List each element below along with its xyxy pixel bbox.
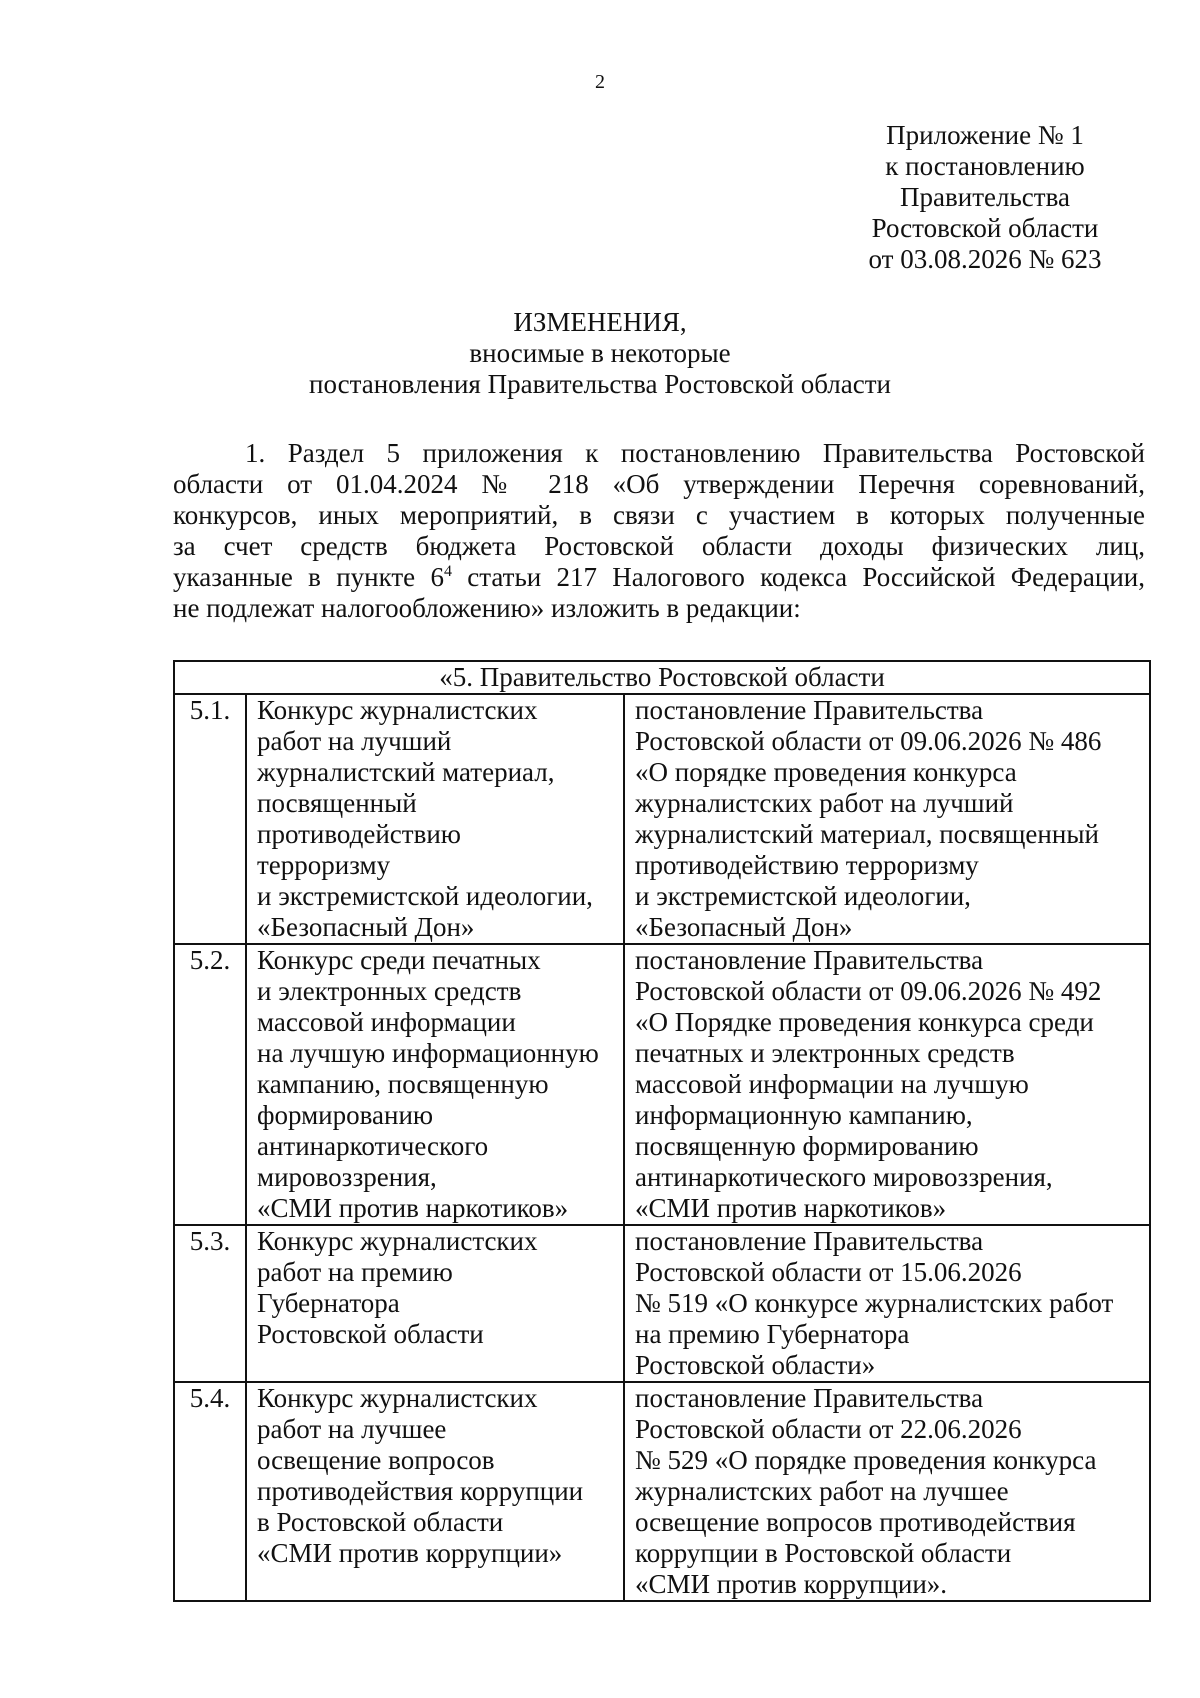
legal-act-cell (624, 694, 1150, 944)
legal-act-line: коррупции в Ростовской области (635, 1538, 1012, 1568)
row-number: 5.1. (174, 694, 246, 944)
row-number: 5.2. (174, 944, 246, 1225)
paragraph-line: области от 01.04.2024 № 218 «Об утверждении Перечня соревнований, (173, 469, 1145, 499)
event-name-line: Конкурс журналистских (257, 1226, 538, 1256)
table-row (174, 944, 1150, 1225)
document-title (0, 307, 1200, 400)
legal-act-cell (624, 944, 1150, 1225)
event-name-cell (246, 1225, 624, 1382)
event-name-line: «СМИ против наркотиков» (257, 1193, 569, 1223)
paragraph-line: конкурсов, иных мероприятий, в связи с участием в которых полученные (173, 500, 1145, 530)
legal-act-line: «О Порядке проведения конкурса среди (635, 1007, 1094, 1037)
appendix-line: к постановлению (885, 151, 1085, 181)
event-name-line: терроризму (257, 850, 391, 880)
row-number: 5.4. (174, 1382, 246, 1601)
legal-act-line: печатных и электронных средств (635, 1038, 1015, 1068)
event-name-line: кампанию, посвященную (257, 1069, 549, 1099)
legal-act-cell (624, 1382, 1150, 1601)
legal-act-line: журналистский материал, посвященный (635, 819, 1099, 849)
title-subline: вносимые в некоторые (469, 338, 731, 368)
event-name-line: формированию (257, 1100, 434, 1130)
event-name-line: и экстремистской идеологии, (257, 881, 593, 911)
paragraph-text: статьи 217 Налогового кодекса Российской Федерации, (451, 562, 1146, 592)
legal-act-line: на премию Губернатора (635, 1319, 910, 1349)
legal-act-line: посвященную формированию (635, 1131, 979, 1161)
paragraph-line: за счет средств бюджета Ростовской области доходы физических лиц, (173, 531, 1145, 561)
paragraph-line (173, 562, 1145, 593)
legal-act-line: Ростовской области от 09.06.2026 № 486 (635, 726, 1102, 756)
event-name-line: журналистский материал, (257, 757, 555, 787)
table-row (174, 1225, 1150, 1382)
legal-act-line: антинаркотического мировоззрения, (635, 1162, 1053, 1192)
legal-act-line: «Безопасный Дон» (635, 912, 853, 942)
event-name-line: в Ростовской области (257, 1507, 504, 1537)
event-name-cell (246, 694, 624, 944)
table-row (174, 1382, 1150, 1601)
changes-table (173, 660, 1151, 1602)
legal-act-line: «СМИ против наркотиков» (635, 1193, 947, 1223)
main-paragraph (173, 438, 1145, 624)
legal-act-line: журналистских работ на лучший (635, 788, 1014, 818)
event-name-line: противодействия коррупции (257, 1476, 584, 1506)
event-name-line: Губернатора (257, 1288, 400, 1318)
event-name-line: Ростовской области (257, 1319, 484, 1349)
legal-act-line: «СМИ против коррупции». (635, 1569, 948, 1599)
event-name-line: работ на лучший (257, 726, 452, 756)
legal-act-line: № 519 «О конкурсе журналистских работ (635, 1288, 1114, 1318)
event-name-line: работ на лучшее (257, 1414, 447, 1444)
legal-act-line: Ростовской области» (635, 1350, 876, 1380)
row-number: 5.3. (174, 1225, 246, 1382)
appendix-line: Ростовской области (871, 213, 1099, 243)
legal-act-line: Ростовской области от 09.06.2026 № 492 (635, 976, 1102, 1006)
legal-act-line: постановление Правительства (635, 695, 984, 725)
legal-act-line: противодействию терроризму (635, 850, 979, 880)
event-name-line: противодействию (257, 819, 461, 849)
event-name-line: посвященный (257, 788, 417, 818)
event-name-line: на лучшую информационную (257, 1038, 599, 1068)
event-name-line: Конкурс журналистских (257, 1383, 538, 1413)
paragraph-line: 1. Раздел 5 приложения к постановлению Правительства Ростовской (245, 438, 1145, 468)
event-name-line: «СМИ против коррупции» (257, 1538, 563, 1568)
superscript: 4 (443, 563, 452, 580)
event-name-cell (246, 944, 624, 1225)
legal-act-cell (624, 1225, 1150, 1382)
title-subline: постановления Правительства Ростовской области (309, 369, 891, 399)
event-name-line: Конкурс среди печатных (257, 945, 541, 975)
event-name-line: мировоззрения, (257, 1162, 437, 1192)
event-name-line: и электронных средств (257, 976, 522, 1006)
legal-act-line: Ростовской области от 22.06.2026 (635, 1414, 1022, 1444)
legal-act-line: постановление Правительства (635, 1383, 984, 1413)
legal-act-line: постановление Правительства (635, 1226, 984, 1256)
page-number: 2 (595, 71, 605, 93)
appendix-line: от 03.08.2026 № 623 (868, 244, 1102, 274)
legal-act-line: «О порядке проведения конкурса (635, 757, 1017, 787)
event-name-line: работ на премию (257, 1257, 453, 1287)
event-name-cell (246, 1382, 624, 1601)
legal-act-line: и экстремистской идеологии, (635, 881, 971, 911)
title-heading: ИЗМЕНЕНИЯ, (513, 307, 687, 337)
legal-act-line: № 529 «О порядке проведения конкурса (635, 1445, 1097, 1475)
legal-act-line: массовой информации на лучшую (635, 1069, 1029, 1099)
event-name-line: массовой информации (257, 1007, 516, 1037)
appendix-block (825, 120, 1145, 275)
appendix-line: Приложение № 1 (886, 120, 1084, 150)
paragraph-text: указанные в пункте 6 (173, 562, 444, 592)
paragraph-line: не подлежат налогообложению» изложить в редакции: (173, 593, 801, 623)
legal-act-line: постановление Правительства (635, 945, 984, 975)
event-name-line: антинаркотического (257, 1131, 489, 1161)
event-name-line: освещение вопросов (257, 1445, 495, 1475)
legal-act-line: освещение вопросов противодействия (635, 1507, 1076, 1537)
legal-act-line: Ростовской области от 15.06.2026 (635, 1257, 1022, 1287)
appendix-line: Правительства (900, 182, 1070, 212)
section-header: «5. Правительство Ростовской области (174, 661, 1150, 694)
event-name-line: Конкурс журналистских (257, 695, 538, 725)
legal-act-line: информационную кампанию, (635, 1100, 973, 1130)
event-name-line: «Безопасный Дон» (257, 912, 475, 942)
table-header-row (174, 661, 1150, 694)
table-row (174, 694, 1150, 944)
legal-act-line: журналистских работ на лучшее (635, 1476, 1009, 1506)
